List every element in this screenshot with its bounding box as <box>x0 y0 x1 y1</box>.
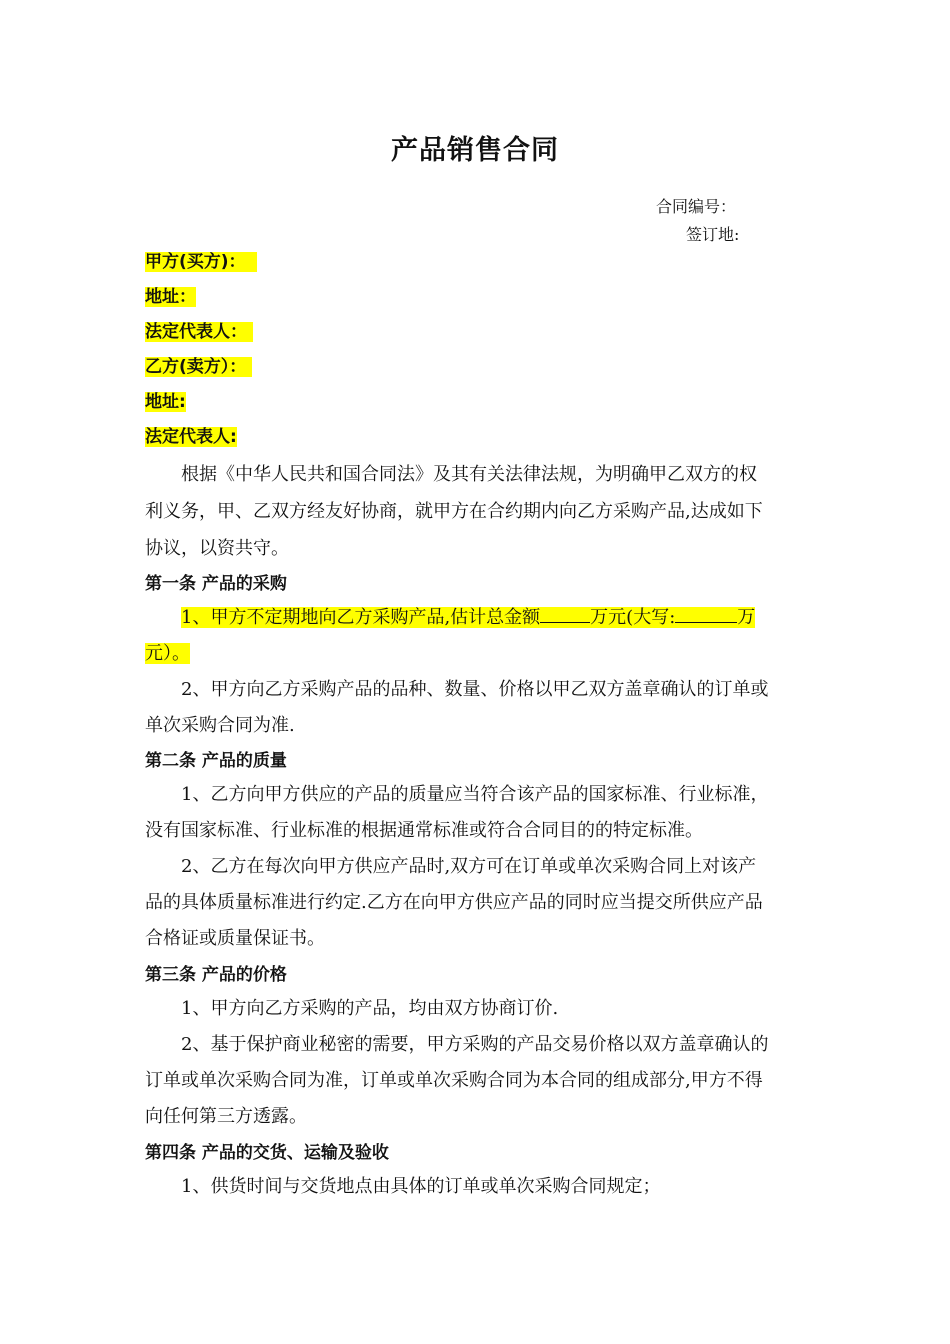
article-2-para-2-line-3: 合格证或质量保证书。 <box>145 928 325 949</box>
buyer-address-label: 地址： <box>145 287 196 307</box>
article-4-heading: 第四条 产品的交货、运输及验收 <box>145 1143 389 1163</box>
contract-number-label: 合同编号： <box>656 197 737 216</box>
article-1-heading: 第一条 产品的采购 <box>145 574 287 594</box>
article-3-heading: 第三条 产品的价格 <box>145 965 287 985</box>
article-1-para-2-line-2: 单次采购合同为准. <box>145 715 295 736</box>
buyer-label: 甲方(买方)： <box>145 252 246 272</box>
seller-address-label: 地址: <box>145 392 186 412</box>
article-4-para-1: 1、供货时间与交货地点由具体的订单或单次采购合同规定； <box>181 1176 661 1197</box>
article-2-para-2-line-2: 品的具体质量标准进行约定.乙方在向甲方供应产品的同时应当提交所供应产品 <box>145 892 763 913</box>
intro-line-1: 根据《中华人民共和国合同法》及其有关法律法规，为明确甲乙双方的权 <box>181 464 757 485</box>
article-1-para-1-line-1: 1、甲方不定期地向乙方采购产品,估计总金额 万元(大写: 万 <box>181 607 756 628</box>
article-3-para-2-line-3: 向任何第三方透露。 <box>145 1106 307 1127</box>
article-2-para-2-line-1: 2、乙方在每次向甲方供应产品时,双方可在订单或单次采购合同上对该产 <box>181 856 757 877</box>
intro-line-3: 协议，以资共守。 <box>145 538 289 559</box>
buyer-representative-label: 法定代表人： <box>145 322 247 342</box>
article-2-para-1-line-2: 没有国家标准、行业标准的根据通常标准或符合合同目的的特定标准。 <box>145 820 703 841</box>
document-title: 产品销售合同 <box>391 135 559 166</box>
article-1-para-2-line-1: 2、甲方向乙方采购产品的品种、数量、价格以甲乙双方盖章确认的订单或 <box>181 679 769 700</box>
article-2-para-1-line-1: 1、乙方向甲方供应的产品的质量应当符合该产品的国家标准、行业标准， <box>181 784 769 805</box>
article-3-para-1: 1、甲方向乙方采购的产品，均由双方协商订价. <box>181 998 559 1019</box>
article-3-para-2-line-2: 订单或单次采购合同为准，订单或单次采购合同为本合同的组成部分,甲方不得 <box>145 1070 763 1091</box>
signing-place-label: 签订地: <box>686 225 740 244</box>
article-1-para-1-line-2: 元）。 <box>145 643 190 664</box>
intro-line-2: 利义务，甲、乙双方经友好协商，就甲方在合约期内向乙方采购产品,达成如下 <box>145 501 763 522</box>
article-3-para-2-line-1: 2、基于保护商业秘密的需要，甲方采购的产品交易价格以双方盖章确认的 <box>181 1034 769 1055</box>
seller-representative-label: 法定代表人: <box>145 427 237 447</box>
article-2-heading: 第二条 产品的质量 <box>145 751 287 771</box>
seller-label: 乙方(卖方）： <box>145 357 247 377</box>
